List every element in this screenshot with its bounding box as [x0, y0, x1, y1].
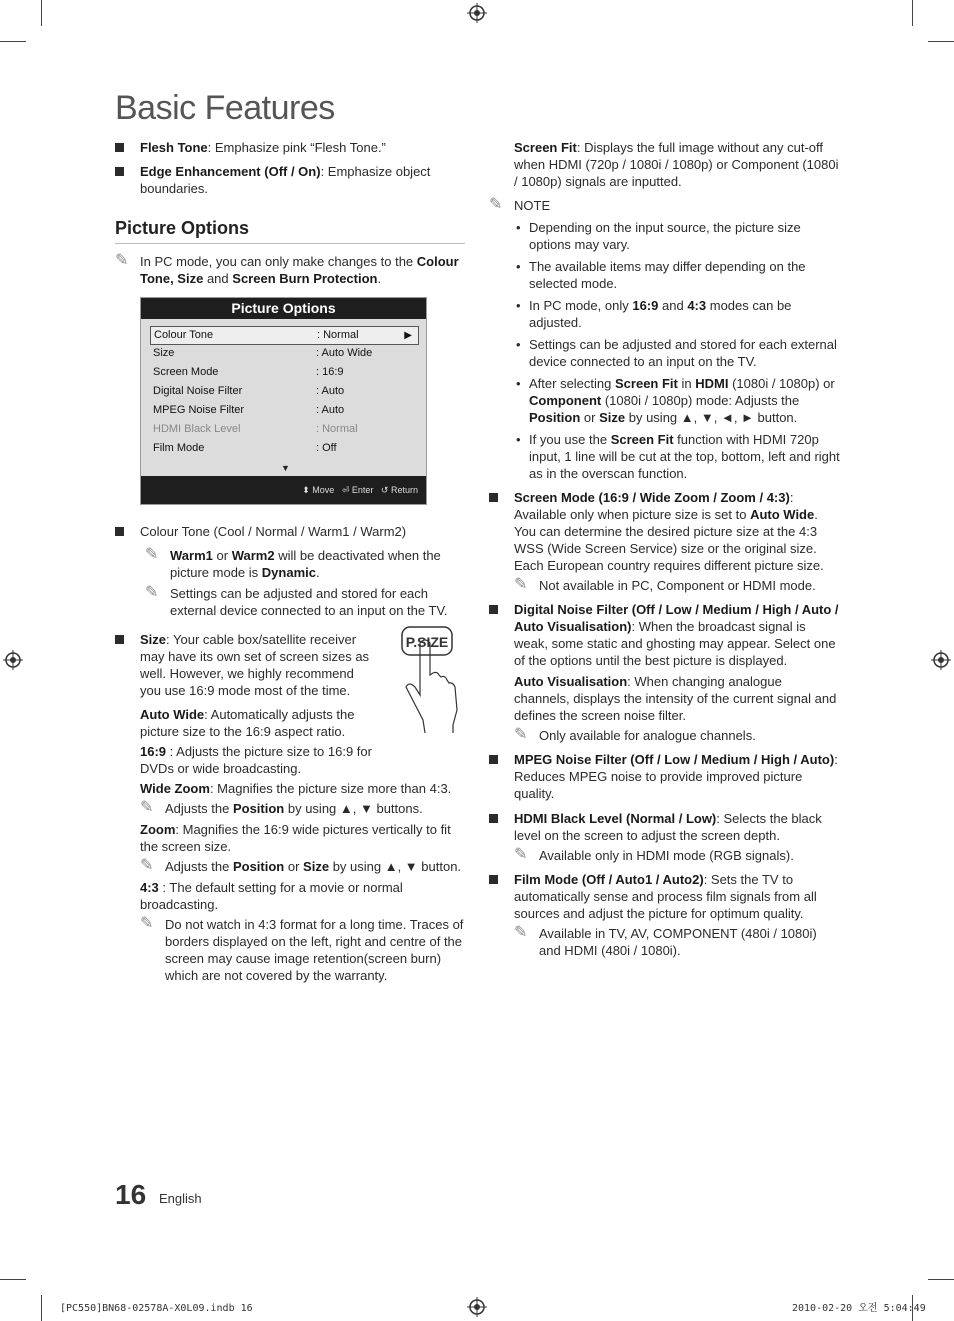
size-auto-wide: Auto Wide: Automatically adjusts the picture size to the 16:9 aspect ratio.: [140, 707, 355, 739]
osd-return-label: Return: [390, 485, 418, 495]
crop-mark: [41, 1295, 42, 1321]
pencil-note-icon: ✎: [514, 726, 528, 743]
bullet-flesh-tone: Flesh Tone: Emphasize pink “Flesh Tone.”: [115, 139, 465, 156]
size-16-9: 16:9 : Adjusts the picture size to 16:9 for DVDs or wide broadcasting.: [140, 744, 372, 776]
note-analogue-only: ✎ Only available for analogue channels.: [514, 726, 756, 743]
pencil-note-icon: ✎: [514, 924, 528, 941]
registration-mark-icon: [467, 3, 487, 23]
bullet-square-icon: [115, 167, 124, 176]
osd-footer: [141, 476, 426, 504]
return-icon: ↺: [380, 485, 389, 495]
crop-mark: [912, 0, 913, 26]
note-warm-deactivated: ✎ Warm1 or Warm2 will be deactivated when the picture mode is Dynamic.: [145, 546, 441, 580]
picture-options-osd: [140, 297, 427, 505]
page-title: Basic Features: [115, 89, 335, 127]
registration-mark-icon: [3, 650, 23, 670]
note-pc-mode: ✎ In PC mode, you can only make changes to the Colour Tone, Size and Screen Burn Protection.: [115, 252, 459, 286]
crop-mark: [0, 41, 26, 42]
size-4-3: 4:3 : The default setting for a movie or normal broadcasting.: [140, 880, 403, 912]
psize-button-hand-icon: [395, 625, 465, 735]
bullet-film-mode: Film Mode (Off / Auto1 / Auto2): Sets the TV to automatically sense and process film signals from all sources and adjust the picture for optimum quality.: [489, 871, 841, 922]
auto-visualisation: Auto Visualisation: When changing analogue channels, displays the intensity of the current signal and defines the screen noise filter.: [514, 674, 837, 723]
pencil-note-icon: ✎: [489, 196, 503, 213]
osd-title: Picture Options: [141, 298, 426, 319]
section-title: Picture Options: [115, 217, 465, 244]
pencil-note-icon: ✎: [145, 584, 159, 601]
crop-mark: [928, 41, 954, 42]
crop-mark: [0, 1279, 26, 1280]
registration-mark-icon: [467, 1297, 487, 1317]
right-column: [489, 139, 841, 966]
note-film-mode: ✎ Available in TV, AV, COMPONENT (480i / 1080i) and HDMI (480i / 1080i).: [514, 924, 817, 958]
osd-row-colour-tone[interactable]: Colour Tone : Normal ▶: [150, 326, 419, 345]
psize-label: P.SIZE: [405, 634, 449, 650]
bullet-colour-tone: Colour Tone (Cool / Normal / Warm1 / Warm2): [115, 523, 465, 540]
osd-enter-label: Enter: [351, 485, 374, 495]
left-column: [115, 139, 465, 991]
down-arrow-icon: ▼: [281, 463, 290, 473]
bullet-square-icon: [115, 143, 124, 152]
note-screen-mode: ✎ Not available in PC, Component or HDMI mode.: [514, 576, 816, 593]
bullet-square-icon: [489, 875, 498, 884]
right-arrow-icon: ▶: [404, 330, 412, 341]
bullet-square-icon: [489, 755, 498, 764]
pencil-note-icon: ✎: [145, 546, 159, 563]
crop-mark: [41, 0, 42, 26]
osd-row-screen-mode[interactable]: Screen Mode : 16:9: [153, 366, 344, 378]
bullet-square-icon: [489, 814, 498, 823]
size-zoom: Zoom: Magnifies the 16:9 wide pictures vertically to fit the screen size.: [140, 822, 451, 854]
bullet-square-icon: [489, 493, 498, 502]
bullet-square-icon: [115, 635, 124, 644]
bullet-digital-noise-filter: Digital Noise Filter (Off / Low / Medium / High / Auto / Auto Visualisation): When the broadcast signal is weak, some static and ghosting may appear. Select one of the options until the best picture is displayed.: [489, 601, 841, 669]
crop-mark: [928, 1279, 954, 1280]
pencil-note-icon: ✎: [514, 846, 528, 863]
note-item: • The available items may differ depending on the selected mode.: [516, 259, 806, 291]
bullet-mpeg-noise-filter: MPEG Noise Filter (Off / Low / Medium / High / Auto): Reduces MPEG noise to provide improved picture quality.: [489, 751, 841, 802]
osd-row-hdmi-black-level: HDMI Black Level : Normal: [153, 423, 358, 435]
osd-row-digital-noise-filter[interactable]: Digital Noise Filter : Auto: [153, 385, 345, 397]
note-item: • Settings can be adjusted and stored for each external device connected to an input on the TV.: [516, 337, 837, 369]
osd-row-size[interactable]: Size : Auto Wide: [153, 347, 373, 359]
pencil-note-icon: ✎: [140, 857, 154, 874]
pencil-note-icon: ✎: [115, 252, 129, 269]
pencil-note-icon: ✎: [140, 799, 154, 816]
bullet-screen-mode: Screen Mode (16:9 / Wide Zoom / Zoom / 4:3): Available only when picture size is set to Auto Wide. You can determine the desired picture size at the 4:3 WSS (Wide Screen Service) size or the original size. Each European country requires different picture size.: [489, 489, 841, 574]
note-settings-stored: ✎ Settings can be adjusted and stored for each external device connected to an input on the TV.: [145, 584, 448, 618]
note-4-3-warning: ✎ Do not watch in 4:3 format for a long time. Traces of borders displayed on the left, right and centre of the screen may cause image retention(screen burn) which are not covered by the warranty.: [140, 915, 464, 983]
print-date-info: 2010-02-20 오전 5:04:49: [792, 1303, 926, 1314]
move-icon: ⬍: [302, 485, 310, 495]
note-heading: ✎ NOTE: [489, 196, 551, 213]
note-item: • After selecting Screen Fit in HDMI (1080i / 1080p) or Component (1080i / 1080p) mode: Adjusts the Position or Size by using ▲, ▼, ◄, ► button.: [516, 376, 835, 425]
pencil-note-icon: ✎: [514, 576, 528, 593]
note-item: • Depending on the input source, the picture size options may vary.: [516, 220, 801, 252]
osd-move-label: Move: [312, 485, 335, 495]
osd-row-mpeg-noise-filter[interactable]: MPEG Noise Filter : Auto: [153, 404, 345, 416]
bullet-square-icon: [489, 605, 498, 614]
bullet-edge-enhancement: Edge Enhancement (Off / On): Emphasize object boundaries.: [115, 163, 465, 197]
registration-mark-icon: [931, 650, 951, 670]
osd-row-film-mode[interactable]: Film Mode : Off: [153, 442, 337, 454]
note-wide-zoom: ✎ Adjusts the Position by using ▲, ▼ buttons.: [140, 799, 423, 816]
note-item: • In PC mode, only 16:9 and 4:3 modes can be adjusted.: [516, 298, 792, 330]
note-item: • If you use the Screen Fit function with HDMI 720p input, 1 line will be cut at the top, bottom, left and right as in the overscan function.: [516, 432, 840, 481]
screen-fit: Screen Fit: Displays the full image without any cut-off when HDMI (720p / 1080i / 1080p) or Component (1080i / 1080p) signals are inputted.: [514, 140, 839, 189]
bullet-size: Size: Your cable box/satellite receiver may have its own set of screen sizes as well. However, we highly recommend you use 16:9 mode most of the time. P.SIZE: [115, 631, 465, 699]
page-number: 16: [115, 1179, 147, 1210]
bullet-square-icon: [115, 527, 124, 536]
page-language: English: [159, 1191, 202, 1206]
print-file-info: [PC550]BN68-02578A-X0L09.indb 16: [60, 1303, 253, 1314]
enter-icon: ⏎: [341, 485, 350, 495]
bullet-hdmi-black-level: HDMI Black Level (Normal / Low): Selects the black level on the screen to adjust the screen depth.: [489, 810, 841, 844]
pencil-note-icon: ✎: [140, 915, 154, 932]
size-wide-zoom: Wide Zoom: Magnifies the picture size more than 4:3.: [140, 781, 452, 796]
note-zoom: ✎ Adjusts the Position or Size by using ▲, ▼ button.: [140, 857, 462, 874]
note-hdmi-only: ✎ Available only in HDMI mode (RGB signals).: [514, 846, 794, 863]
